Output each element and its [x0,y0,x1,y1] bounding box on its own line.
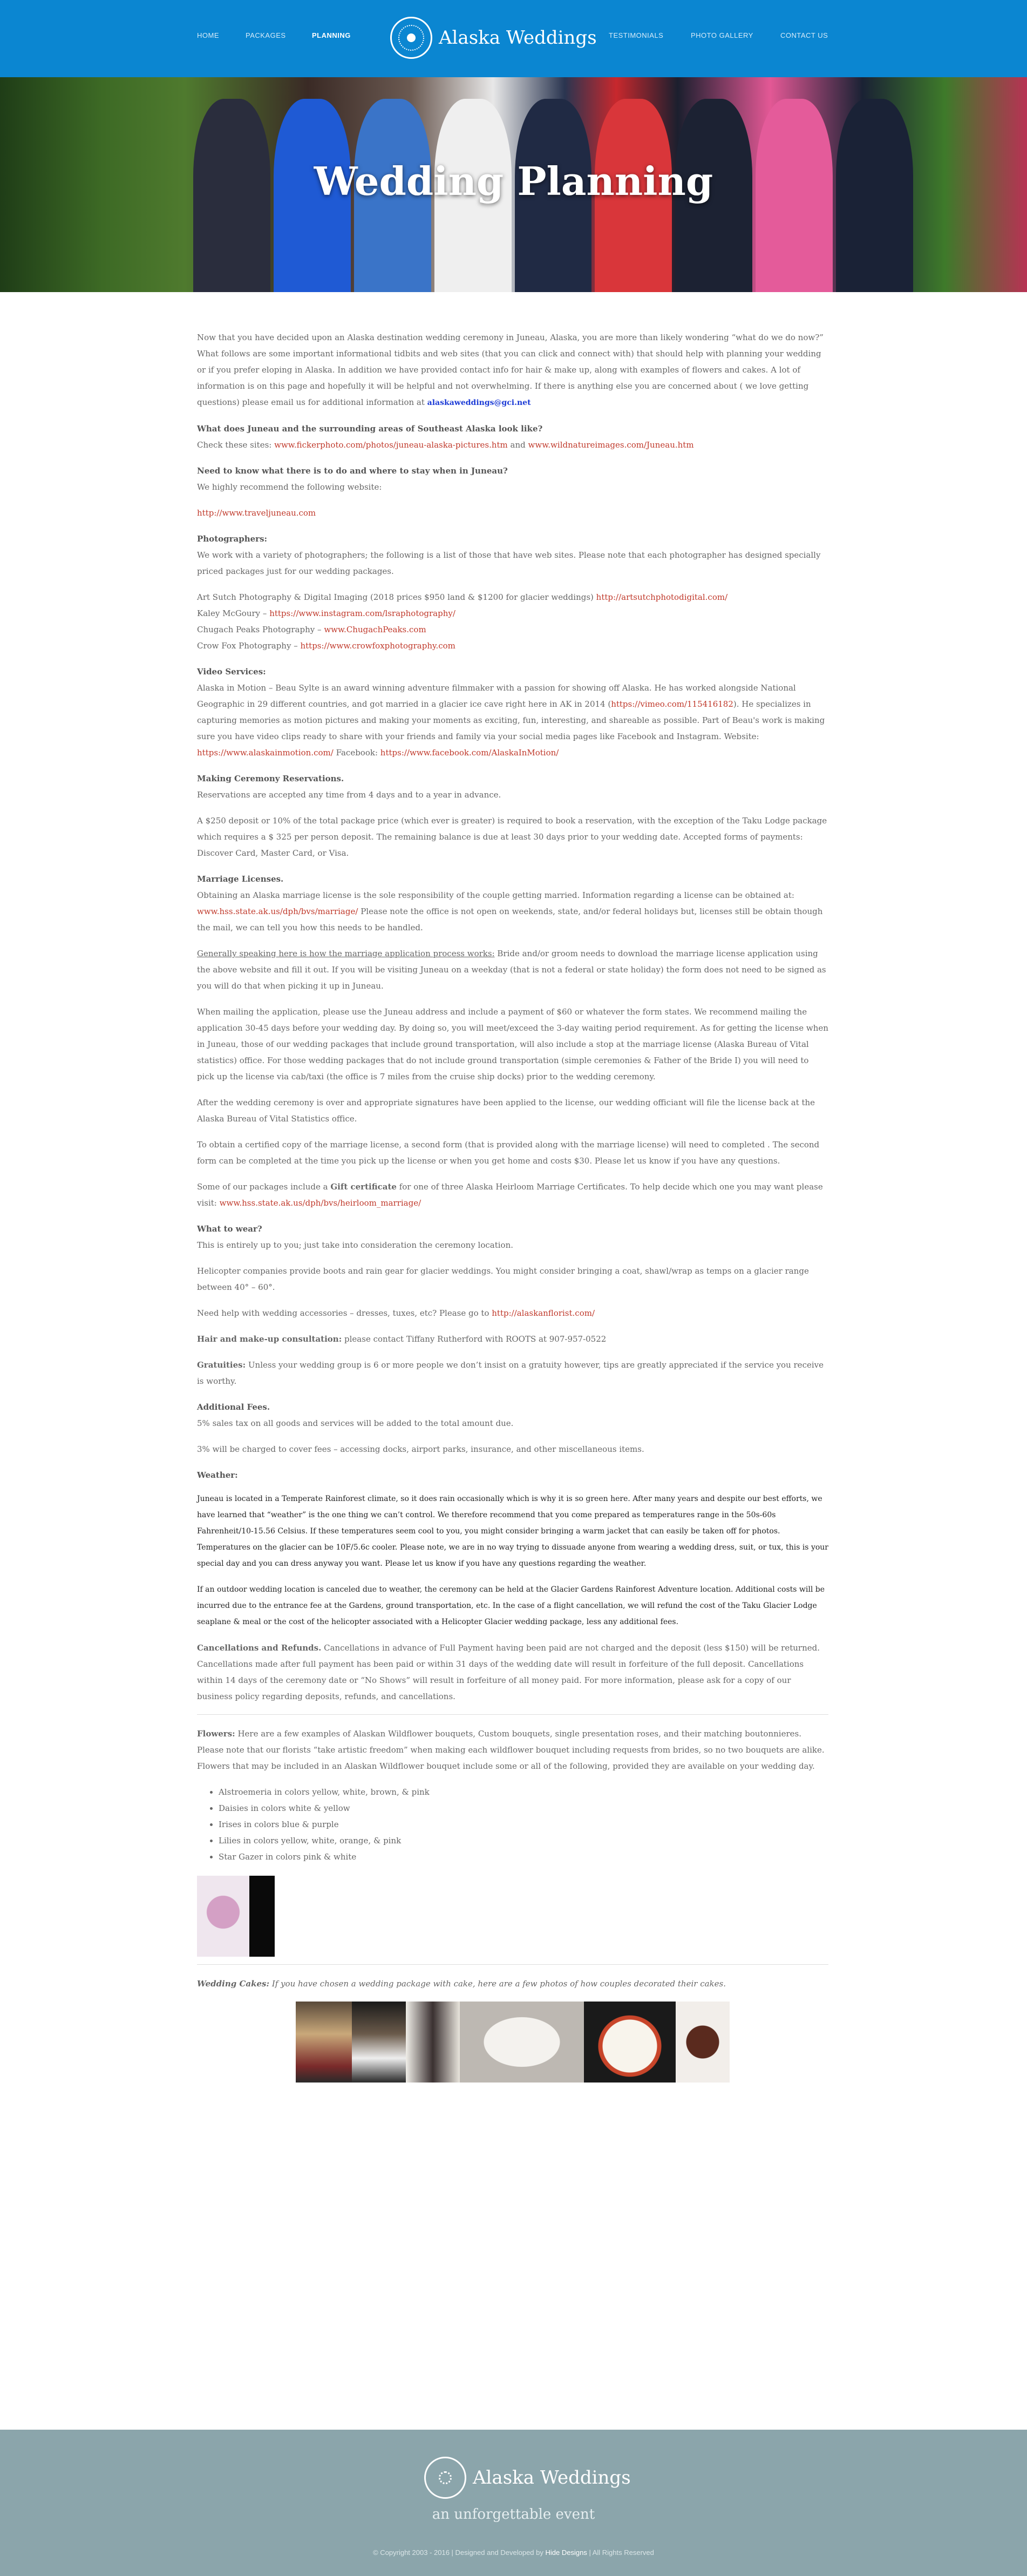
certified-text: To obtain a certified copy of the marriage license, a second form (that is provided along with the marriage license) will need to completed . The second form can be completed at the time you pick up the license or when you get home and costs $30. Please let us know if you have any questions. [197,1140,820,1166]
nav-photo-gallery[interactable]: PHOTO GALLERY [691,31,753,39]
bouquet-image-dark [249,1876,275,1957]
section-heading: Making Ceremony Reservations. [197,774,344,783]
video-desc: Alaska in Motion – Beau Sylte is an award winning adventure filmmaker with a passion for showing off Alaska. He has worked alongside National Geographic in 29 different countries, and got married in a glacier ice cave right here in AK in 2014 [197,683,796,709]
photographers-text: We work with a variety of photographers; the following is a list of those that have web sites. Please note that each photographer has designed specially priced packages just for our wedding packages. [197,550,821,576]
gift-pre: Some of our packages include a [197,1182,328,1192]
gratuities-text [197,1357,828,1389]
process-heading: Generally speaking here is how the marriage application process works: [197,949,495,958]
gift-text [197,1179,828,1211]
section-heading: Photographers: [197,534,268,544]
cancel-desc: Cancellations in advance of Full Payment having been paid are not charged and the deposit (less $150) will be returned. Cancellations made after full payment has been paid or within 31 days of the wedding date will result in forfeiture of the full deposit. Cancellations within 14 days of the ceremony date or “No Shows” will result in forfeiture of all money paid. For more information, please ask for a copy of our business policy regarding deposits, refunds, and cancellations. [197,1643,820,1701]
photographer-link[interactable]: https://www.instagram.com/lsraphotography/ [269,608,455,618]
bouquet-image [197,1876,249,1957]
intro-paragraph [197,329,828,411]
cake-gallery [197,2002,828,2083]
logo-icon [390,17,432,59]
weather-text: Juneau is located in a Temperate Rainforest climate, so it does rain occasionally which is why it is so green here. After many years and despite our best efforts, we have learned that “weather” is the one thing we can’t control. We therefore recommend that you come prepared as temperatures range in the 50s-60s Fahrenheit/10-15.56 Celsius. If these temperatures seem cool to you, you might consider bringing a warm jacket that can easily be taken off for photos. Temperatures on the glacier can be 10F/5.6c cooler. Please note, we are in no way trying to dissuade anyone from wearing a wedding dress, suit, or tux, this is your special day and you can dress anyway you want. Please let us know if you have any questions regarding the weather. [197,1495,828,1568]
license-desc-2: Please note the office is not open on weekends, state, and/or federal holidays but, licenses still be obtain though the mail, we can tell you how this needs to be handled. [197,907,823,932]
gratuities-heading: Gratuities: [197,1360,246,1370]
flowers-text [197,1726,828,1774]
designer-link[interactable]: Hide Designs [545,2548,587,2557]
wear-text: This is entirely up to you; just take into consideration the ceremony location. [197,1240,514,1250]
list-item: • Alstroemeria in colors yellow, white, brown, & pink [219,1784,828,1800]
cancellations-text [197,1640,828,1705]
license-desc: Obtaining an Alaska marriage license is the sole responsibility of the couple getting married. Information regarding a license can be obtained at: [197,890,794,900]
section-heading: Video Services: [197,667,266,677]
se-mid: and [510,440,526,450]
vimeo-link[interactable]: https://vimeo.com/115416182 [611,699,733,709]
acc-text: Need help with wedding accessories – dresses, tuxes, etc? Please go to [197,1308,489,1318]
nav-home[interactable]: HOME [197,31,219,39]
photographer-item [197,589,828,605]
mailing-text: When mailing the application, please use the Juneau address and include a payment of $60 or whatever the form states. We recommend mailing the application 30-45 days before your wedding day. By doing so, you will meet/exceed the 3-day waiting period requirement. As for getting the license when in Juneau, those of our wedding packages that include ground transportation, will also include a stop at the marriage license (Alaska Bureau of Vital statistics) office. For those wedding packages that do not include ground transportation (simple ceremonies & Father of the Bride I) you will need to pick up the license via cab/taxi (the office is 7 miles from the cruise ship docks) prior to the wedding ceremony. [197,1007,828,1081]
footer-tagline: an unforgettable event [432,2506,595,2523]
intro-text: Now that you have decided upon an Alaska destination wedding ceremony in Juneau, Alaska, you are more than likely wondering “what do we do now?” What follows are some important informational tidbits and web sites (that you can click and connect with) that should help with planning your wedding or if you prefer eloping in Alaska. In addition we have provided contact info for hair & make up, along with examples of flowers and cakes. A lot of information is on this page and hopefully it will be helpful and not overwhelming. If there is anything else you are concerned about ( we love getting questions) please email us for additional information at [197,333,824,407]
cake-photo[interactable] [296,2002,352,2083]
tax-text: 5% sales tax on all goods and services will be added to the total amount due. [197,1418,514,1428]
weather-cancel-text: If an outdoor wedding location is canceled due to weather, the ceremony can be held at the Glacier Gardens Rainforest Adventure location. Additional costs will be incurred due to the entrance fee at the Gardens, ground transportation, etc. In the case of a flight cancellation, we will refund the cost of the Taku Glacier Lodge seaplane & meal or the cost of the helicopter associated with a Helicopter Glacier wedding package, less any additional fees. [197,1585,825,1626]
hair-desc: please contact Tiffany Rutherford with ROOTS at 907-957-0522 [344,1334,607,1344]
brand-link[interactable] [390,16,597,59]
process-desc: Bride and/or groom needs to download the marriage license application using the above website and fill it out. If you will be visiting Juneau on a weekday (that is not a federal or state holiday) the form does not need to be signed as you will do that when picking it up in Juneau. [197,949,826,991]
accessories-text [197,1305,828,1321]
section-heading: What to wear? [197,1224,262,1234]
footer-brand[interactable] [424,2457,631,2499]
alaskainmotion-link[interactable]: https://www.alaskainmotion.com/ [197,748,334,758]
photographer-item [197,621,828,638]
hair-heading: Hair and make-up consultation: [197,1334,342,1344]
facebook-label: Facebook: [336,748,378,758]
cakes-label: Wedding Cakes: [197,1979,270,1989]
hero-banner [0,77,1027,292]
site-header [0,0,1027,77]
traveljuneau-link[interactable]: http://www.traveljuneau.com [197,508,316,518]
photographer-link[interactable]: http://artsutchphotodigital.com/ [596,592,728,602]
wildnature-link[interactable]: www.wildnatureimages.com/Juneau.htm [528,440,694,450]
section-heading: Marriage Licenses. [197,874,284,884]
divider [197,1714,828,1715]
photographer-link[interactable]: https://www.crowfoxphotography.com [300,641,455,651]
nav-contact-us[interactable]: CONTACT US [780,31,828,39]
license-text [197,887,828,936]
cake-photo[interactable] [676,2002,730,2083]
list-item: • Star Gazer in colors pink & white [219,1849,828,1865]
deposit-text: A $250 deposit or 10% of the total package price (which ever is greater) is required to book a reservation, with the exception of the Taku Lodge package which requires a $ 325 per person deposit. The remaining balance is due at least 30 days prior to your wedding date. Accepted forms of payments: Discover Card, Master Card, or Visa. [197,816,827,858]
footer-brand-name: Alaska Weddings [473,2467,631,2489]
nav-planning[interactable]: PLANNING [312,31,351,39]
photographer-item [197,638,828,654]
photographer-name: Art Sutch Photography & Digital Imaging (2018 prices $950 land & $1200 for glacier weddings) [197,592,594,602]
video-desc-2: . He specializes in capturing memories as motion pictures and making your moments as exciting, fun, interesting, and shareable as possible. Part of Beau's work is making sure you have video clips ready to share with your friends and family via your social media pages like Facebook and Instagram. Website: [197,699,825,741]
process-text [197,945,828,994]
after-text: After the wedding ceremony is over and appropriate signatures have been applied to the license, our wedding officiant will file the license back at the Alaska Bureau of Vital Statistics office. [197,1098,815,1124]
section-heading: Weather: [197,1470,238,1480]
list-item: • Lilies in colors yellow, white, orange, & pink [219,1833,828,1849]
license-link[interactable]: www.hss.state.ak.us/dph/bvs/marriage/ [197,907,358,916]
brand-name: Alaska Weddings [439,27,597,49]
facebook-link[interactable]: https://www.facebook.com/AlaskaInMotion/ [380,748,559,758]
video-text: Alaska in Motion – Beau Sylte is an award winning adventure filmmaker with a passion for showing off Alaska. He has worked alongside National Geographic in 29 different countries, and got married in a glacier ice cave right here in AK in 2014 (https://vimeo.com/115416182). He specializes in capturing memories as motion pictures and making your moments as exciting, fun, interesting, and shareable as possible. Part of Beau's work is making sure you have video clips ready to share with your friends and family via your social media pages like Facebook and Instagram. Website: https://www.alaskainmotion.com/ Facebook: https://www.facebook.com/AlaskaInMotion/ [197,683,825,758]
divider [197,1964,828,1965]
bouquet-photo[interactable] [197,1876,828,1957]
florist-link[interactable]: http://alaskanflorist.com/ [492,1308,595,1318]
heli-text: Helicopter companies provide boots and rain gear for glacier weddings. You might consider bringing a coat, shawl/wrap as temps on a glacier range between 40° – 60°. [197,1266,809,1292]
cake-photo[interactable] [460,2002,584,2083]
section-heading: Additional Fees. [197,1402,270,1412]
flowers-heading: Flowers: [197,1729,235,1739]
site-footer [0,2430,1027,2576]
cake-photo[interactable] [584,2002,676,2083]
copyright-post: | All Rights Reserved [589,2548,654,2557]
hair-text [197,1331,828,1347]
section-heading: Need to know what there is to do and where to stay when in Juneau? [197,466,508,476]
gift-post: for one of three Alaska Heirloom Marriage Certificates. To help decide which one you may want please visit: [197,1182,823,1208]
se-lead: Check these sites: [197,440,272,450]
cakes-desc: If you have chosen a wedding package with cake, here are a few photos of how couples decorated their cakes. [269,1979,726,1989]
page-title: Wedding Planning [314,158,713,204]
main-content [197,329,828,2093]
photographer-link[interactable]: www.ChugachPeaks.com [324,625,426,634]
flowers-list [219,1784,828,1865]
list-item: • Daisies in colors white & yellow [219,1800,828,1816]
photographer-name: Kaley McGoury – [197,608,267,618]
photographer-name: Chugach Peaks Photography – [197,625,322,634]
copyright [0,2548,1027,2557]
todo-text: We highly recommend the following website: [197,482,382,492]
copyright-pre: © Copyright 2003 - 2016 | Designed and Developed by [373,2548,543,2557]
email-link[interactable]: alaskaweddings@gci.net [427,398,531,407]
cancel-heading: Cancellations and Refunds. [197,1643,322,1653]
reservations-text: Reservations are accepted any time from 4 days and to a year in advance. [197,790,501,800]
heirloom-link[interactable]: www.hss.state.ak.us/dph/bvs/heirloom_marriage/ [219,1198,421,1208]
charge-text: 3% will be charged to cover fees – accessing docks, airport parks, insurance, and other miscellaneous items. [197,1444,644,1454]
se-links [197,437,828,453]
cake-photo[interactable] [406,2002,460,2083]
gift-bold: Gift certificate [330,1182,397,1192]
photographer-item [197,605,828,621]
flowers-desc: Here are a few examples of Alaskan Wildflower bouquets, Custom bouquets, single presentation roses, and their matching boutonnieres. Please note that our florists “take artistic freedom” when making each wildflower bouquet including requests from brides, so no two bouquets are alike. Flowers that may be included in an Alaskan Wildflower bouquet include some or all of the following, provided they are available on your wedding day. [197,1729,825,1771]
cakes-caption [197,1976,828,1992]
nav-packages[interactable]: PACKAGES [246,31,286,39]
logo-icon [424,2457,466,2499]
cake-photo[interactable] [352,2002,406,2083]
section-heading: What does Juneau and the surrounding areas of Southeast Alaska look like? [197,424,543,434]
nav-testimonials[interactable]: TESTIMONIALS [609,31,664,39]
list-item: • Irises in colors blue & purple [219,1816,828,1833]
ficker-link[interactable]: www.fickerphoto.com/photos/juneau-alaska-pictures.htm [274,440,508,450]
gratuities-desc: Unless your wedding group is 6 or more people we don’t insist on a gratuity however, tips are greatly appreciated if the service you receive is worthy. [197,1360,824,1386]
photographer-name: Crow Fox Photography – [197,641,298,651]
